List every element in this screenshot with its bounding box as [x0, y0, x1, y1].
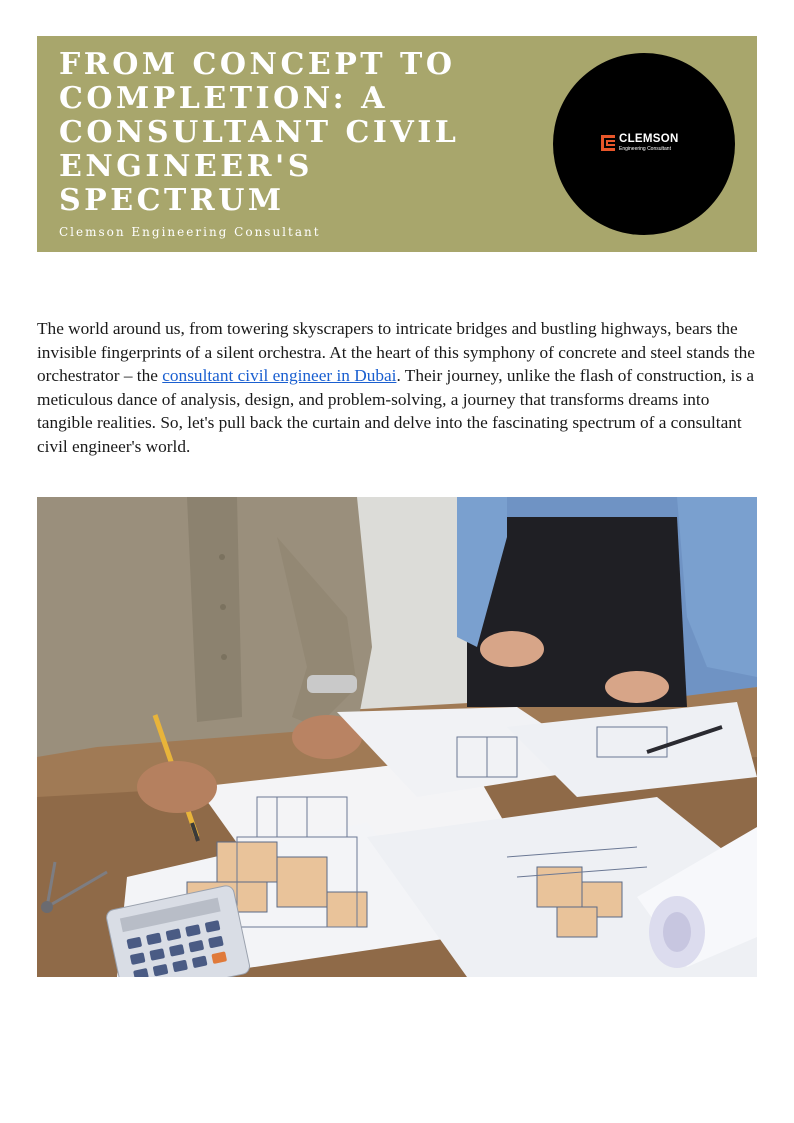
page-subtitle: Clemson Engineering Consultant: [59, 225, 321, 239]
blueprint-photo: [37, 497, 757, 977]
logo-name: CLEMSON: [619, 133, 679, 145]
intro-paragraph: [37, 317, 759, 458]
header-banner: [37, 36, 757, 252]
logo-mark-icon: [601, 135, 615, 151]
company-logo: [553, 53, 735, 235]
intro-text-start: The world around us, from towering skyscrapers to intricate bridges and bustling highways, bears the invisible fingerprints of a silent orchestra. At the heart of this symphony of concrete and steel stands the orchestrator – the: [37, 319, 755, 385]
intro-text-end: . Their journey, unlike the flash of construction, is a meticulous dance of analysis, design, and problem-solving, a journey that transforms dreams into tangible realities. So, let's pull back the curtain and delve into the fascinating spectrum of a consultant civil engineer's world.: [37, 366, 754, 456]
logo-tagline: Engineering Consultant: [619, 146, 671, 152]
blueprint-photo-illustration: [37, 497, 757, 977]
page-title: FROM CONCEPT TO COMPLETION: A CONSULTANT CIVIL ENGINEER'S SPECTRUM: [59, 47, 460, 218]
consultant-link[interactable]: consultant civil engineer in Dubai: [162, 366, 397, 385]
